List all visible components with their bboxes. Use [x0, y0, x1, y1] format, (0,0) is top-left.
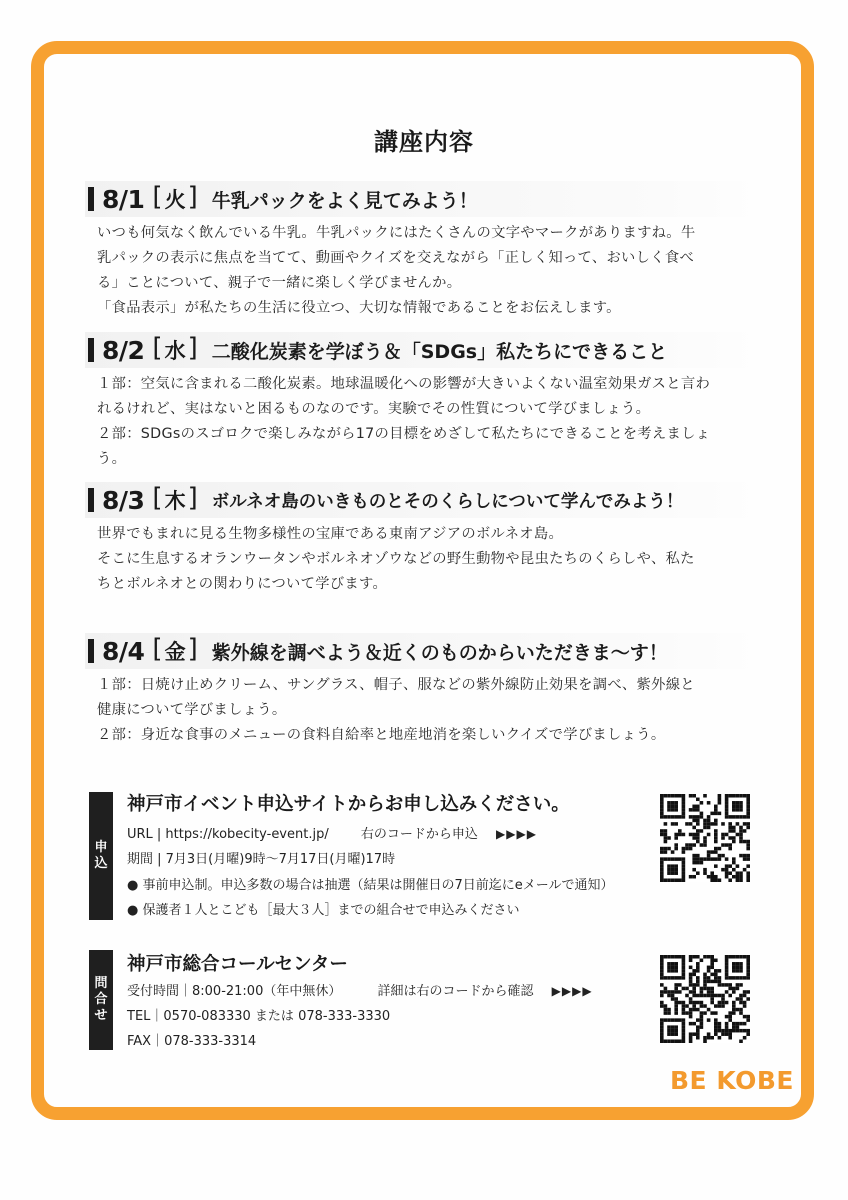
session-date: 8/1 [102, 184, 145, 214]
apply-tab [89, 792, 113, 920]
apply-qr-hint: 右のコードから申込 [360, 827, 478, 842]
description-line: いつも何気なく飲んでいる牛乳。牛乳パックにはたくさんの文字やマークがありますね。牛 [97, 225, 696, 241]
heading-bar [88, 338, 94, 362]
arrow-icons: ▶▶▶▶ [496, 827, 537, 841]
contact-tab [89, 950, 113, 1050]
contact-title: 神戸市総合コールセンター [127, 954, 348, 975]
session-day-label: 木 [164, 489, 186, 513]
description-line: ２部：身近な食事のメニューの食料自給率と地産地消を楽しいクイズで学びましょう。 [97, 727, 666, 743]
description-line: れるけれど、実はないと困るものなのです。実験でその性質について学びましょう。 [97, 401, 651, 417]
heading-bar [88, 187, 94, 211]
contact-tab-char: せ [94, 1008, 108, 1023]
session-description [85, 673, 765, 748]
apply-url-line [127, 823, 537, 842]
contact-tab-char: 問 [94, 976, 108, 991]
session-header [85, 332, 765, 368]
bullet-icon: ● [127, 878, 139, 893]
heading-bar [88, 488, 94, 512]
description-line: 「食品表示」が私たちの生活に役立つ、大切な情報であることをお伝えします。 [97, 300, 621, 316]
apply-tab-char: 込 [94, 856, 108, 871]
description-line: 世界でもまれに見る生物多様性の宝庫である東南アジアのボルネオ島。 [97, 526, 564, 542]
session-day: [ 金 ] [152, 634, 198, 664]
session-day-label: 金 [164, 640, 186, 664]
session-8-4 [85, 633, 765, 748]
description-line: ２部：SDGsのスゴロクで楽しみながら17の目標をめざして私たちにできることを考えましょ [97, 426, 711, 442]
session-description [85, 221, 765, 321]
apply-bullet-text: 事前申込制。申込多数の場合は抽選（結果は開催日の7日前迄にeメールで通知） [142, 878, 614, 893]
description-line: １部：空気に含まれる二酸化炭素。地球温暖化への影響が大きいよくない温室効果ガスと言わ [97, 376, 711, 392]
bullet-icon: ● [127, 903, 139, 918]
heading-bar [88, 639, 94, 663]
session-header [85, 181, 765, 217]
session-title: 二酸化炭素を学ぼう＆「SDGs」私たちにできること [211, 340, 668, 363]
session-date: 8/3 [102, 485, 145, 515]
apply-tab-char: 申 [94, 840, 108, 855]
session-8-3 [85, 482, 765, 597]
session-day-label: 火 [164, 188, 186, 212]
session-header [85, 633, 765, 669]
session-description [85, 372, 765, 472]
contact-fax: FAX｜078-333-3314 [127, 1034, 257, 1049]
session-day: [ 木 ] [152, 483, 198, 513]
session-date: 8/4 [102, 636, 145, 666]
contact-tab-char: 合 [94, 992, 108, 1007]
description-line: う。 [97, 451, 127, 467]
apply-bullet [127, 899, 520, 918]
description-line: 健康について学びましょう。 [97, 702, 287, 718]
session-day-label: 水 [164, 339, 186, 363]
apply-period: 期間 | 7月3日(月曜)9時～7月17日(月曜)17時 [127, 852, 396, 867]
session-description [85, 522, 765, 597]
page-title: 講座内容 [374, 128, 474, 156]
contact-hours-line [127, 980, 593, 999]
session-8-2 [85, 332, 765, 472]
session-8-1 [85, 181, 765, 321]
contact-qr-hint: 詳細は右のコードから確認 [377, 984, 534, 999]
session-title: 紫外線を調べよう＆近くのものからいただきま～す！ [211, 641, 668, 664]
apply-qr-code-icon[interactable] [660, 794, 750, 882]
session-day: [ 水 ] [152, 333, 198, 363]
session-header [85, 482, 765, 518]
description-line: １部：日焼け止めクリーム、サングラス、帽子、服などの紫外線防止効果を調べ、紫外線と [97, 677, 695, 693]
be-kobe-logo: BE KOBE [670, 1066, 794, 1095]
session-day: [ 火 ] [152, 182, 198, 212]
description-line: る」ことについて、親子で一緒に楽しく学びませんか。 [97, 275, 462, 291]
arrow-icons: ▶▶▶▶ [551, 984, 593, 998]
contact-hours: 受付時間｜8:00-21:00（年中無休） [127, 984, 342, 999]
session-date: 8/2 [102, 335, 145, 365]
apply-url[interactable]: URL | https://kobecity-event.jp/ [127, 827, 329, 842]
apply-bullet [127, 874, 614, 893]
description-line: ちとボルネオとの関わりについて学びます。 [97, 576, 388, 592]
contact-qr-code-icon[interactable] [660, 955, 750, 1043]
apply-title: 神戸市イベント申込サイトからお申し込みください。 [127, 794, 570, 815]
contact-tel: TEL｜0570-083330 または 078-333-3330 [127, 1009, 391, 1024]
session-title: ボルネオ島のいきものとそのくらしについて学んでみよう！ [211, 491, 684, 512]
apply-bullet-text: 保護者１人とこども［最大３人］までの組合せで申込みください [142, 903, 520, 918]
session-title: 牛乳パックをよく見てみよう！ [211, 189, 478, 212]
description-line: そこに生息するオランウータンやボルネオゾウなどの野生動物や昆虫たちのくらしや、私た [97, 551, 695, 567]
description-line: 乳パックの表示に焦点を当てて、動画やクイズを交えながら「正しく知って、おいしく食べ [97, 250, 695, 266]
